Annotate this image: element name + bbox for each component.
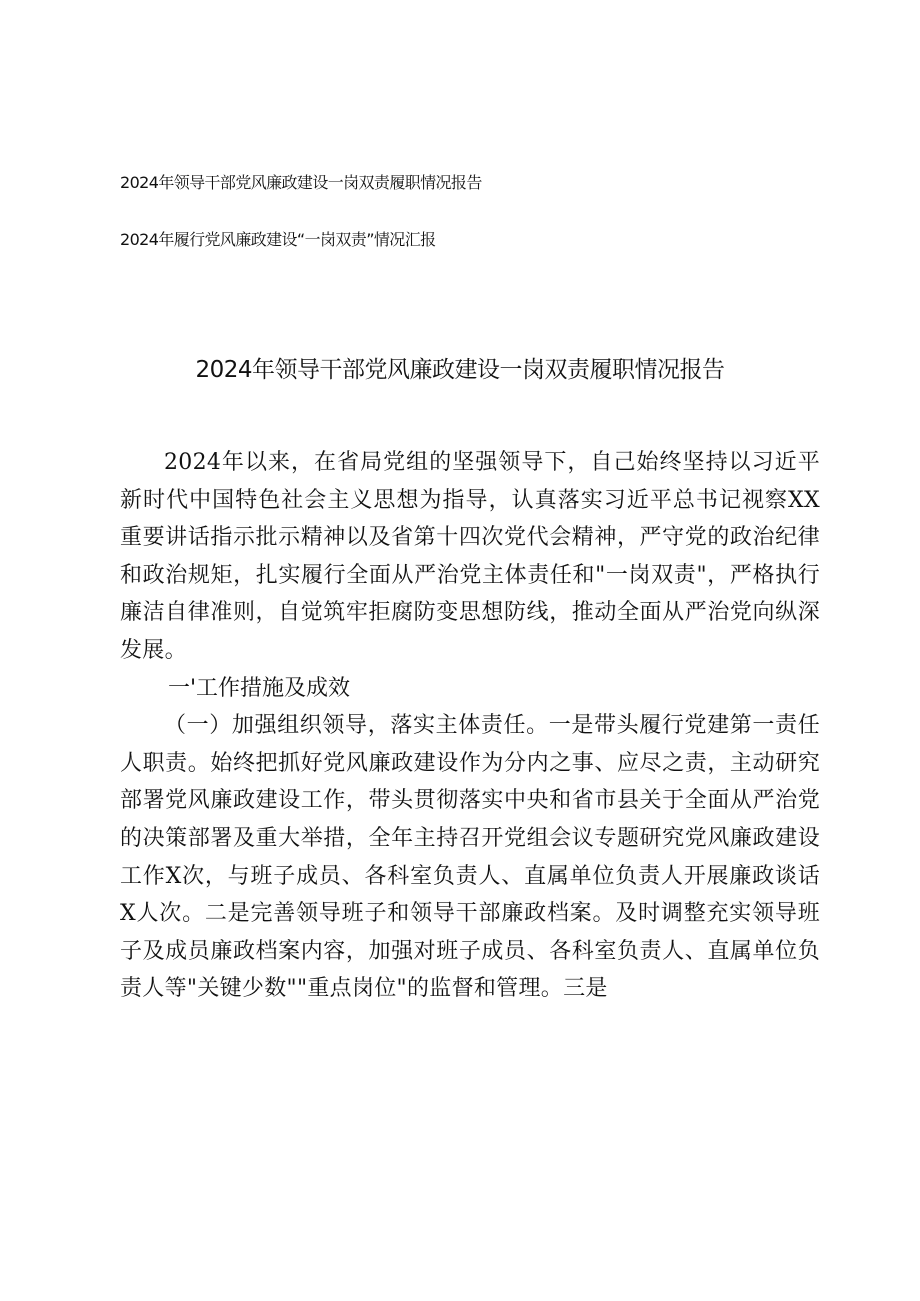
table-of-contents [120,172,820,286]
section-paragraph: （一）加强组织领导，落实主体责任。一是带头履行党建第一责任人职责。始终把抓好党风廉政建设作为分内之事、应尽之责，主动研究部署党风廉政建设工作，带头贯彻落实中央和省市县关于全面从严治党的决策部署及重大举措，全年主持召开党组会议专题研究党风廉政建设工作X次，与班子成员、各科室负责人、直属单位负责人开展廉政谈话X人次。二是完善领导班子和领导干部廉政档案。及时调整充实领导班子及成员廉政档案内容，加强对班子成员、各科室负责人、直属单位负责人等"关键少数""重点岗位"的监督和管理。三是 [120,713,820,1002]
toc-item-2: 2024年履行党风廉政建设“一岗双责”情况汇报 [120,230,436,249]
document-body [120,444,820,1008]
document-title: 2024年领导干部党风廉政建设一岗双责履职情况报告 [195,357,725,383]
toc-item-1: 2024年领导干部党风廉政建设一岗双责履职情况报告 [120,173,482,192]
intro-paragraph: 2024年以来，在省局党组的坚强领导下，自己始终坚持以习近平新时代中国特色社会主义思想为指导，认真落实习近平总书记视察XX重要讲话指示批示精神以及省第十四次党代会精神，严守党的政治纪律和政治规矩，扎实履行全面从严治党主体责任和"一岗双责"，严格执行廉洁自律准则，自觉筑牢拒腐防变思想防线，推动全面从严治党向纵深发展。 [120,450,820,663]
section-heading: 一'工作措施及成效 [168,675,351,701]
